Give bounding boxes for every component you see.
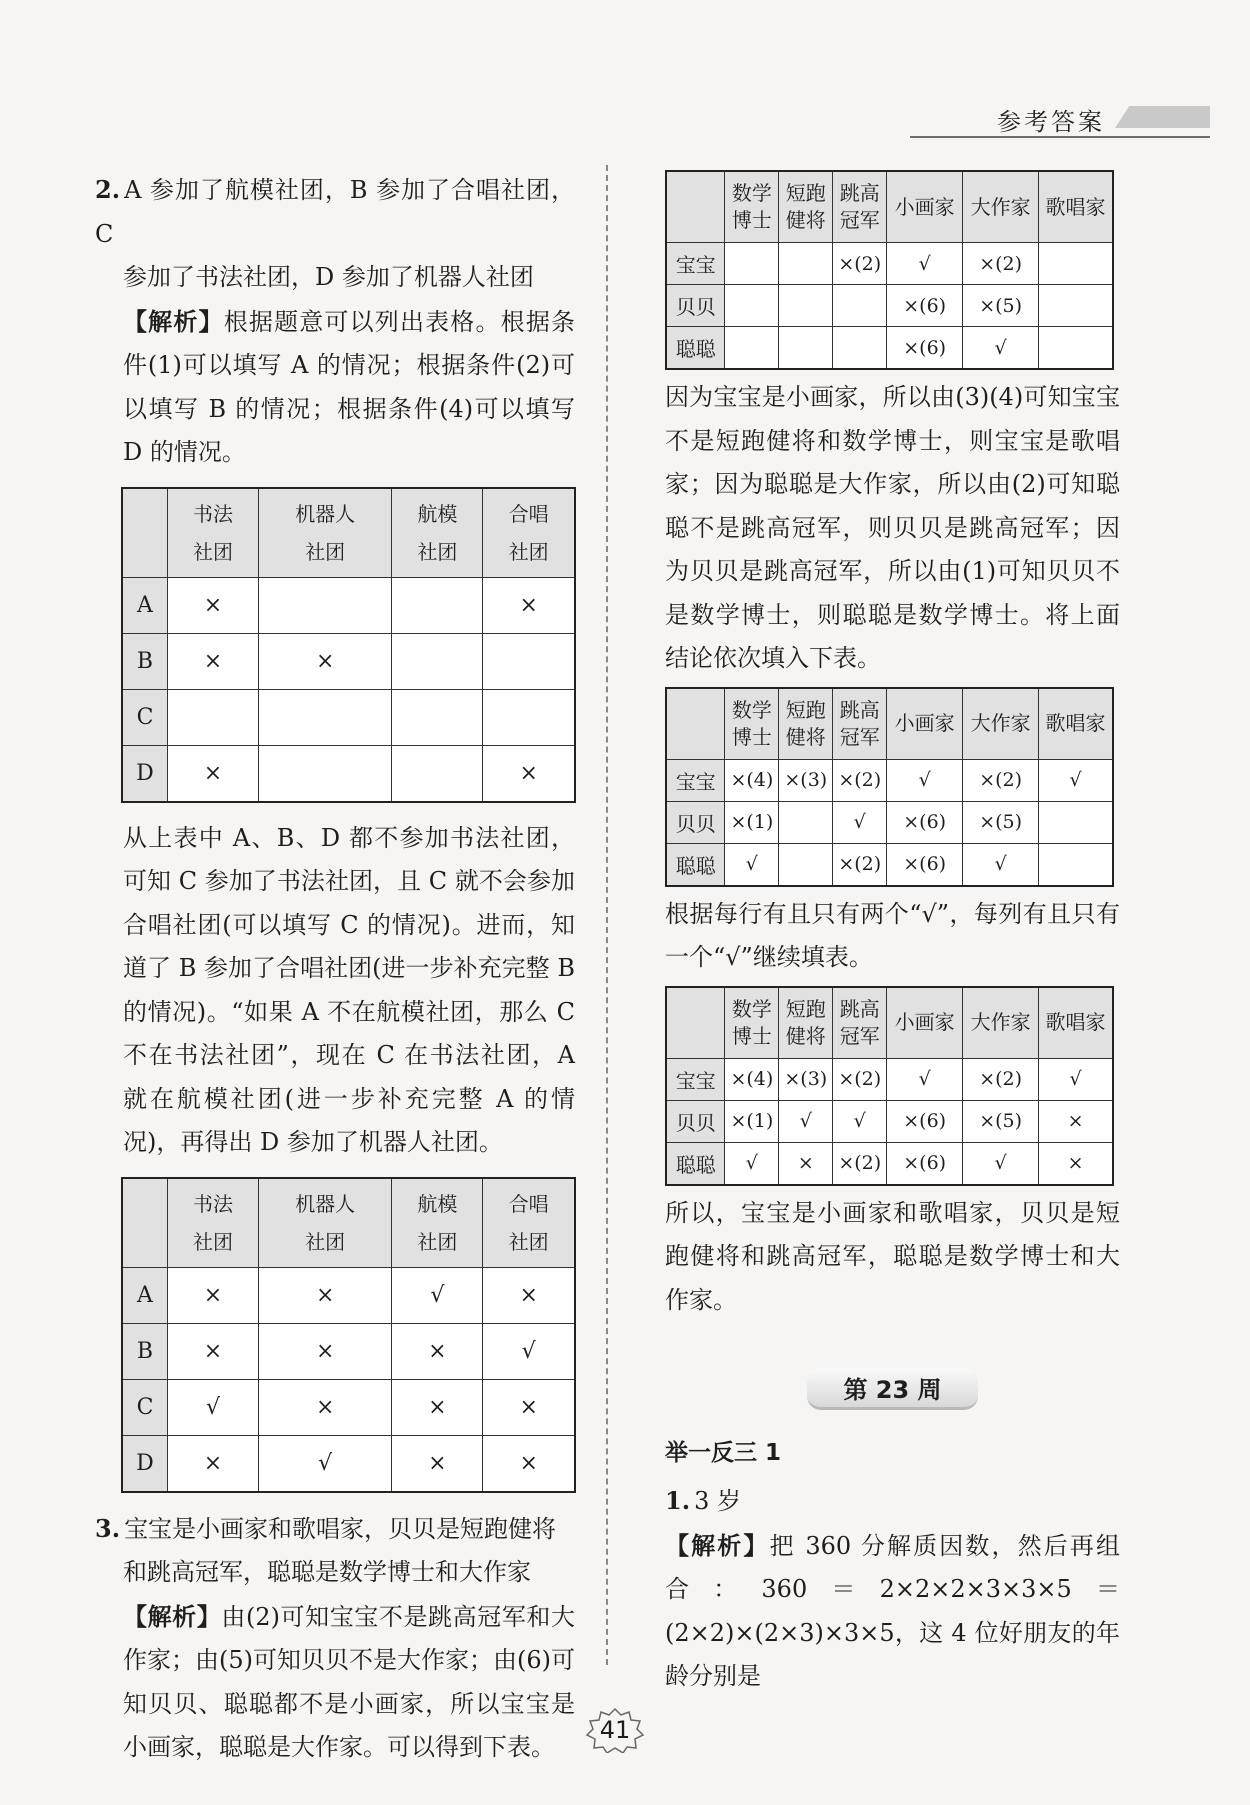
q3-table-1-cell: √: [963, 327, 1039, 370]
q3-table-2-cell: ×(6): [887, 843, 963, 886]
q2-table-1-row-label: B: [122, 633, 168, 689]
q3-table-2-cell: ×(5): [963, 801, 1039, 843]
q3-table-2-cell: ×(2): [833, 843, 887, 886]
q3-table-2-header-3: 跳高 冠军: [833, 688, 887, 760]
q2-table-1-cell: [483, 633, 575, 689]
q2-number: 2.: [95, 175, 121, 204]
q3-answer: [95, 1507, 575, 1552]
header-title: 参考答案: [997, 108, 1105, 136]
q3-table-1-header-1: 数学 博士: [725, 171, 779, 243]
q3-table-2-cell: ×(2): [833, 759, 887, 801]
q3-table-2-row: [666, 759, 1113, 801]
q3-table-3-cell: ×(5): [963, 1100, 1039, 1142]
q3-table-1-header-3: 跳高 冠军: [833, 171, 887, 243]
q2-table-2: [121, 1177, 576, 1493]
q2-table-1-cell: [392, 633, 483, 689]
q2-table-2-row-label: B: [122, 1323, 168, 1379]
q2-table-2-header-0: [122, 1178, 168, 1268]
q3-table-3-cell: ×(3): [779, 1058, 833, 1100]
q1-number: 1.: [665, 1486, 691, 1515]
q2-table-2-cell: ×: [259, 1379, 392, 1435]
q3-number: 3.: [95, 1513, 121, 1543]
q3-table-2-header-5: 大作家: [963, 688, 1039, 760]
q2-table-1-row: [122, 689, 575, 745]
q2-reasoning: 从上表中 A、B、D 都不参加书法社团，可知 C 参加了书法社团，且 C 就不会参加合唱社团(可以填写 C 的情况)。进而，知道了 B 参加了合唱社团(进一步补充完整 B 的情况)。“如果 A 不在航模社团，那么 C 不在书法社团”，现在 C 在书法社团，A 就在航模社团(进一步补充完整 A 的情况)，再得出 D 参加了机器人社团。: [123, 823, 575, 1156]
q2-table-2-header-3: 航模 社团: [392, 1178, 483, 1268]
q3-table-3-cell: ×(6): [887, 1100, 963, 1142]
q3-table-1-row-label: 贝贝: [666, 285, 725, 327]
q3-table-2-cell: [779, 843, 833, 886]
q3-table-1-cell: √: [887, 243, 963, 285]
q2-table-1-cell: ×: [168, 745, 259, 802]
q3-table-2-cell: ×(6): [887, 801, 963, 843]
q3-table-1-cell: ×(6): [887, 327, 963, 370]
q2-table-1-cell: [259, 689, 392, 745]
q3-para2: 根据每行有且只有两个“√”，每列有且只有一个“√”继续填表。: [665, 899, 1120, 971]
q3-table-2-row-label: 宝宝: [666, 759, 725, 801]
q2-table-1-cell: ×: [483, 577, 575, 633]
q2-table-2-row: [122, 1323, 575, 1379]
q3-table-1-cell: ×(5): [963, 285, 1039, 327]
q3-table-1-cell: [779, 243, 833, 285]
q2-table-1-cell: ×: [259, 633, 392, 689]
q3-table-3-cell: √: [833, 1100, 887, 1142]
q3-table-3-header-3: 跳高 冠军: [833, 987, 887, 1059]
q2-table-1: [121, 487, 576, 803]
q3-table-2-row-label: 聪聪: [666, 843, 725, 886]
q3-table-3-cell: ×(2): [963, 1058, 1039, 1100]
q3-table-3-header-row: [666, 987, 1113, 1059]
q2-table-1-header-2: 机器人 社团: [259, 488, 392, 578]
q3-table-3-cell: ×(2): [833, 1058, 887, 1100]
q2-table-1-cell: [392, 745, 483, 802]
q3-table-2-cell: √: [963, 843, 1039, 886]
q2-table-1-row-label: D: [122, 745, 168, 802]
week-banner: [665, 1368, 1120, 1410]
q3-table-1-header-6: 歌唱家: [1039, 171, 1113, 243]
q3-table-1-cell: [725, 285, 779, 327]
q2-table-1-cell: ×: [483, 745, 575, 802]
q2-table-2-row-label: D: [122, 1435, 168, 1492]
q3-table-3-cell: ×(2): [833, 1142, 887, 1185]
q3-table-1-header-5: 大作家: [963, 171, 1039, 243]
q3-table-2-header-2: 短跑 健将: [779, 688, 833, 760]
q3-table-2-cell: ×(1): [725, 801, 779, 843]
q3-table-2-header-row: [666, 688, 1113, 760]
q2-analysis-tag: 【解析】: [123, 306, 224, 336]
q3-answer-line1: 宝宝是小画家和歌唱家，贝贝是短跑健将: [124, 1514, 557, 1543]
q3-table-2-cell: [1039, 801, 1113, 843]
q3-table-3-row: [666, 1100, 1113, 1142]
header-rule: [910, 136, 1210, 138]
q2-table-1-header-row: [122, 488, 575, 578]
q2-table-1-cell: [168, 689, 259, 745]
q3-table-2-cell: [1039, 843, 1113, 886]
page-header: [910, 98, 1210, 138]
q3-table-3-header-0: [666, 987, 725, 1059]
q3-table-2-cell: [779, 801, 833, 843]
q2-table-2-cell: ×: [168, 1323, 259, 1379]
q3-table-3-cell: √: [1039, 1058, 1113, 1100]
q3-table-1-cell: [1039, 243, 1113, 285]
header-decor-bar: [1115, 106, 1210, 128]
q2-table-2-cell: ×: [483, 1379, 575, 1435]
q3-table-1-cell: ×(2): [833, 243, 887, 285]
q3-table-2-row: [666, 843, 1113, 886]
q3-table-1-row-label: 宝宝: [666, 243, 725, 285]
q3-table-1-cell: [833, 327, 887, 370]
q2-answer-line1: A 参加了航模社团，B 参加了合唱社团，C: [95, 176, 575, 248]
q3-answer-line2: 和跳高冠军，聪聪是数学博士和大作家: [123, 1558, 531, 1586]
q3-table-1-cell: [725, 243, 779, 285]
q1-analysis-tag: 【解析】: [665, 1530, 770, 1560]
q3-table-3-header-4: 小画家: [887, 987, 963, 1059]
column-divider: [606, 165, 608, 1665]
q3-table-2-header-6: 歌唱家: [1039, 688, 1113, 760]
q2-table-1-row: [122, 577, 575, 633]
q2-table-2-header-row: [122, 1178, 575, 1268]
q2-answer: [95, 168, 575, 256]
q3-table-3-cell: ×: [779, 1142, 833, 1185]
q3-table-3-row: [666, 1058, 1113, 1100]
q3-table-2-row: [666, 801, 1113, 843]
q2-table-1-row-label: A: [122, 577, 168, 633]
q2-table-1-cell: ×: [168, 577, 259, 633]
q3-table-1-cell: [779, 327, 833, 370]
q3-table-1-cell: ×(2): [963, 243, 1039, 285]
q2-table-2-cell: ×: [168, 1435, 259, 1492]
q3-table-3-cell: ×(4): [725, 1058, 779, 1100]
q2-table-1-row-label: C: [122, 689, 168, 745]
q2-table-2-cell: ×: [483, 1435, 575, 1492]
q3-table-3-header-2: 短跑 健将: [779, 987, 833, 1059]
q3-table-3-header-1: 数学 博士: [725, 987, 779, 1059]
q2-table-2-cell: ×: [392, 1379, 483, 1435]
q3-table-3-header-5: 大作家: [963, 987, 1039, 1059]
q2-table-2-cell: ×: [392, 1323, 483, 1379]
q2-analysis: [95, 300, 575, 475]
q3-table-3-cell: ×(1): [725, 1100, 779, 1142]
q3-conclusion: 所以，宝宝是小画家和歌唱家，贝贝是短跑健将和跳高冠军，聪聪是数学博士和大作家。: [665, 1198, 1120, 1314]
q3-table-1-cell: [725, 327, 779, 370]
q3-table-2-header-0: [666, 688, 725, 760]
q2-table-2-cell: ×: [259, 1267, 392, 1323]
q2-table-1-cell: [483, 689, 575, 745]
q3-table-3-cell: √: [887, 1058, 963, 1100]
q3-table-2-cell: √: [725, 843, 779, 886]
q3-table-3-cell: √: [725, 1142, 779, 1185]
page-number: [585, 1707, 645, 1753]
q2-table-2-cell: ×: [483, 1267, 575, 1323]
q2-table-2-cell: √: [168, 1379, 259, 1435]
q2-table-2-cell: ×: [168, 1267, 259, 1323]
q3-table-1-header-0: [666, 171, 725, 243]
q2-answer-line2: 参加了书法社团，D 参加了机器人社团: [123, 263, 534, 291]
q3-table-1-cell: ×(6): [887, 285, 963, 327]
q2-table-1-row: [122, 745, 575, 802]
q2-table-2-cell: √: [259, 1435, 392, 1492]
q2-table-1-header-3: 航模 社团: [392, 488, 483, 578]
q3-table-1: [665, 170, 1114, 370]
q3-table-1-header-4: 小画家: [887, 171, 963, 243]
q3-table-1-cell: [1039, 327, 1113, 370]
q3-table-2-cell: √: [1039, 759, 1113, 801]
q3-table-2-cell: ×(3): [779, 759, 833, 801]
q3-table-1-row-label: 聪聪: [666, 327, 725, 370]
q2-table-2-cell: √: [483, 1323, 575, 1379]
q3-table-1-header-row: [666, 171, 1113, 243]
week-label: 第 23 周: [807, 1368, 977, 1410]
q3-table-1-header-2: 短跑 健将: [779, 171, 833, 243]
q2-table-2-cell: ×: [259, 1323, 392, 1379]
q2-table-1-cell: [259, 745, 392, 802]
q2-table-1-header-4: 合唱 社团: [483, 488, 575, 578]
q3-table-3-cell: ×: [1039, 1100, 1113, 1142]
q3-table-3-cell: ×: [1039, 1142, 1113, 1185]
q2-table-2-cell: √: [392, 1267, 483, 1323]
q3-table-3-cell: √: [779, 1100, 833, 1142]
q3-table-2: [665, 687, 1114, 887]
page-number-text: 41: [599, 1716, 631, 1744]
q3-table-1-cell: [833, 285, 887, 327]
q2-table-2-row: [122, 1435, 575, 1492]
q3-table-3-header-6: 歌唱家: [1039, 987, 1113, 1059]
q2-table-2-header-2: 机器人 社团: [259, 1178, 392, 1268]
q3-table-2-row-label: 贝贝: [666, 801, 725, 843]
q3-table-2-cell: √: [887, 759, 963, 801]
q2-table-1-header-0: [122, 488, 168, 578]
q2-table-1-row: [122, 633, 575, 689]
q2-table-2-row-label: C: [122, 1379, 168, 1435]
q3-table-1-cell: [1039, 285, 1113, 327]
q3-analysis-tag: 【解析】: [123, 1601, 222, 1631]
q2-table-2-header-4: 合唱 社团: [483, 1178, 575, 1268]
q2-table-2-row: [122, 1267, 575, 1323]
q3-table-2-cell: ×(2): [963, 759, 1039, 801]
q3-analysis-text: 由(2)可知宝宝不是跳高冠军和大作家；由(5)可知贝贝不是大作家；由(6)可知贝贝、聪聪都不是小画家，所以宝宝是小画家，聪聪是大作家。可以得到下表。: [123, 1602, 576, 1761]
q3-para1: 因为宝宝是小画家，所以由(3)(4)可知宝宝不是短跑健将和数学博士，则宝宝是歌唱家；因为聪聪是大作家，所以由(2)可知聪聪不是跳高冠军，则贝贝是跳高冠军；因为贝贝是跳高冠军，所以由(1)可知贝贝不是数学博士，则聪聪是数学博士。将上面结论依次填入下表。: [665, 383, 1120, 672]
q3-table-1-row: [666, 327, 1113, 370]
q2-table-1-cell: ×: [168, 633, 259, 689]
q2-table-2-cell: ×: [392, 1435, 483, 1492]
q2-table-2-row: [122, 1379, 575, 1435]
q2-table-1-cell: [392, 577, 483, 633]
q3-table-1-row: [666, 243, 1113, 285]
q3-table-2-header-1: 数学 博士: [725, 688, 779, 760]
section-title: 举一反三 1: [665, 1440, 782, 1466]
q3-table-1-cell: [779, 285, 833, 327]
q2-table-1-cell: [259, 577, 392, 633]
right-column: [665, 170, 1120, 1699]
q3-table-3-cell: ×(6): [887, 1142, 963, 1185]
q3-table-3-row-label: 聪聪: [666, 1142, 725, 1185]
q3-table-3-row-label: 宝宝: [666, 1058, 725, 1100]
q3-table-3: [665, 986, 1114, 1186]
q1-analysis-text: 把 360 分解质因数，然后再组合：360＝2×2×2×3×3×5＝(2×2)×(2×3)×3×5，这 4 位好朋友的年龄分别是: [665, 1531, 1120, 1690]
q3-table-3-cell: √: [963, 1142, 1039, 1185]
q2-table-2-row-label: A: [122, 1267, 168, 1323]
q2-analysis-text: 根据题意可以列出表格。根据条件(1)可以填写 A 的情况；根据条件(2)可以填写 B 的情况；根据条件(4)可以填写 D 的情况。: [123, 307, 576, 466]
q1-answer: [665, 1479, 1120, 1524]
q1-answer-text: 3 岁: [694, 1487, 741, 1515]
q3-table-3-row: [666, 1142, 1113, 1185]
q3-table-2-cell: √: [833, 801, 887, 843]
left-column: [95, 168, 575, 1770]
q1-analysis: [665, 1524, 1120, 1699]
q3-table-2-cell: ×(4): [725, 759, 779, 801]
q2-table-2-header-1: 书法 社团: [168, 1178, 259, 1268]
q3-table-3-row-label: 贝贝: [666, 1100, 725, 1142]
q3-table-1-row: [666, 285, 1113, 327]
q2-table-1-cell: [392, 689, 483, 745]
q3-table-2-header-4: 小画家: [887, 688, 963, 760]
q3-analysis: [95, 1595, 575, 1770]
q2-table-1-header-1: 书法 社团: [168, 488, 259, 578]
